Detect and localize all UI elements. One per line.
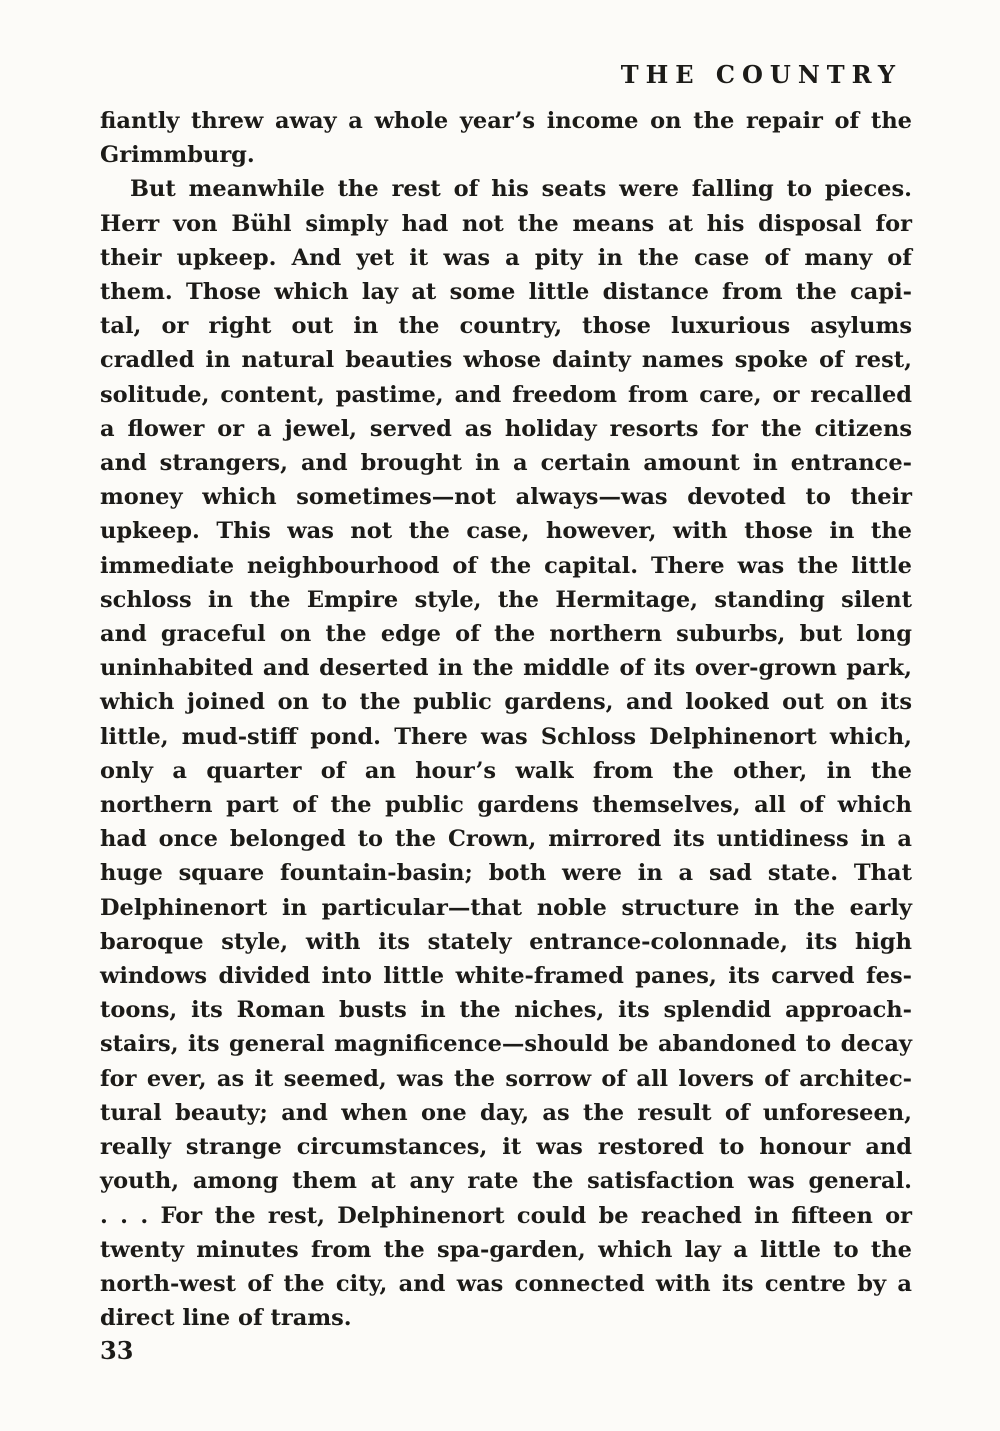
- text-line: uninhabited and deserted in the middle of its over-grown park,: [100, 655, 912, 682]
- text-line: solitude, content, pastime, and freedom from care, or recalled: [100, 381, 912, 408]
- text-line: tural beauty; and when one day, as the result of unforeseen,: [100, 1099, 912, 1126]
- text-line: Delphinenort in particular—that noble structure in the early: [100, 894, 912, 921]
- text-line: direct line of trams.: [100, 1305, 352, 1332]
- text-line: baroque style, with its stately entrance-colonnade, its high: [100, 928, 912, 955]
- text-line: northern part of the public gardens themselves, all of which: [100, 792, 912, 819]
- text-line: immediate neighbourhood of the capital. There was the little: [100, 552, 912, 579]
- text-line: and strangers, and brought in a certain amount in entrance-: [100, 450, 912, 477]
- text-line: really strange circumstances, it was restored to honour and: [100, 1134, 912, 1161]
- text-line: north-west of the city, and was connected with its centre by a: [100, 1270, 912, 1297]
- text-line: . . . For the rest, Delphinenort could be reached in fifteen or: [100, 1202, 912, 1229]
- text-line: upkeep. This was not the case, however, with those in the: [100, 518, 912, 545]
- text-line: schloss in the Empire style, the Hermitage, standing silent: [100, 586, 912, 613]
- text-line: their upkeep. And yet it was a pity in the case of many of: [100, 244, 912, 271]
- text-line: windows divided into little white-framed panes, its carved fes-: [100, 963, 912, 990]
- text-line: for ever, as it seemed, was the sorrow of all lovers of architec-: [100, 1065, 912, 1092]
- text-line: But meanwhile the rest of his seats were falling to pieces.: [130, 176, 912, 203]
- text-line: cradled in natural beauties whose dainty names spoke of rest,: [100, 347, 912, 374]
- text-line: a flower or a jewel, served as holiday resorts for the citizens: [100, 415, 912, 442]
- running-header: THE COUNTRY: [620, 60, 902, 89]
- body-text: [100, 104, 912, 1335]
- text-line: youth, among them at any rate the satisfaction was general.: [100, 1168, 912, 1195]
- text-line: twenty minutes from the spa-garden, which lay a little to the: [100, 1236, 912, 1263]
- text-line: Herr von Bühl simply had not the means at his disposal for: [100, 210, 912, 237]
- text-line: tal, or right out in the country, those luxurious asylums: [100, 313, 912, 340]
- text-line: stairs, its general magnificence—should be abandoned to decay: [100, 1031, 912, 1058]
- text-line: huge square fountain-basin; both were in a sad state. That: [100, 860, 912, 887]
- page-number: 33: [100, 1336, 134, 1365]
- text-line: little, mud-stiff pond. There was Schloss Delphinenort which,: [100, 723, 912, 750]
- text-line: Grimmburg.: [100, 142, 255, 169]
- text-line: had once belonged to the Crown, mirrored its untidiness in a: [100, 826, 912, 853]
- text-line: and graceful on the edge of the northern suburbs, but long: [100, 621, 912, 648]
- text-line: which joined on to the public gardens, and looked out on its: [100, 689, 912, 716]
- text-line: fiantly threw away a whole year’s income on the repair of the: [100, 108, 912, 134]
- text-line: only a quarter of an hour’s walk from the other, in the: [100, 757, 912, 784]
- text-line: them. Those which lay at some little distance from the capi-: [100, 279, 912, 306]
- text-line: money which sometimes—not always—was devoted to their: [100, 484, 912, 511]
- text-line: toons, its Roman busts in the niches, its splendid approach-: [100, 997, 912, 1024]
